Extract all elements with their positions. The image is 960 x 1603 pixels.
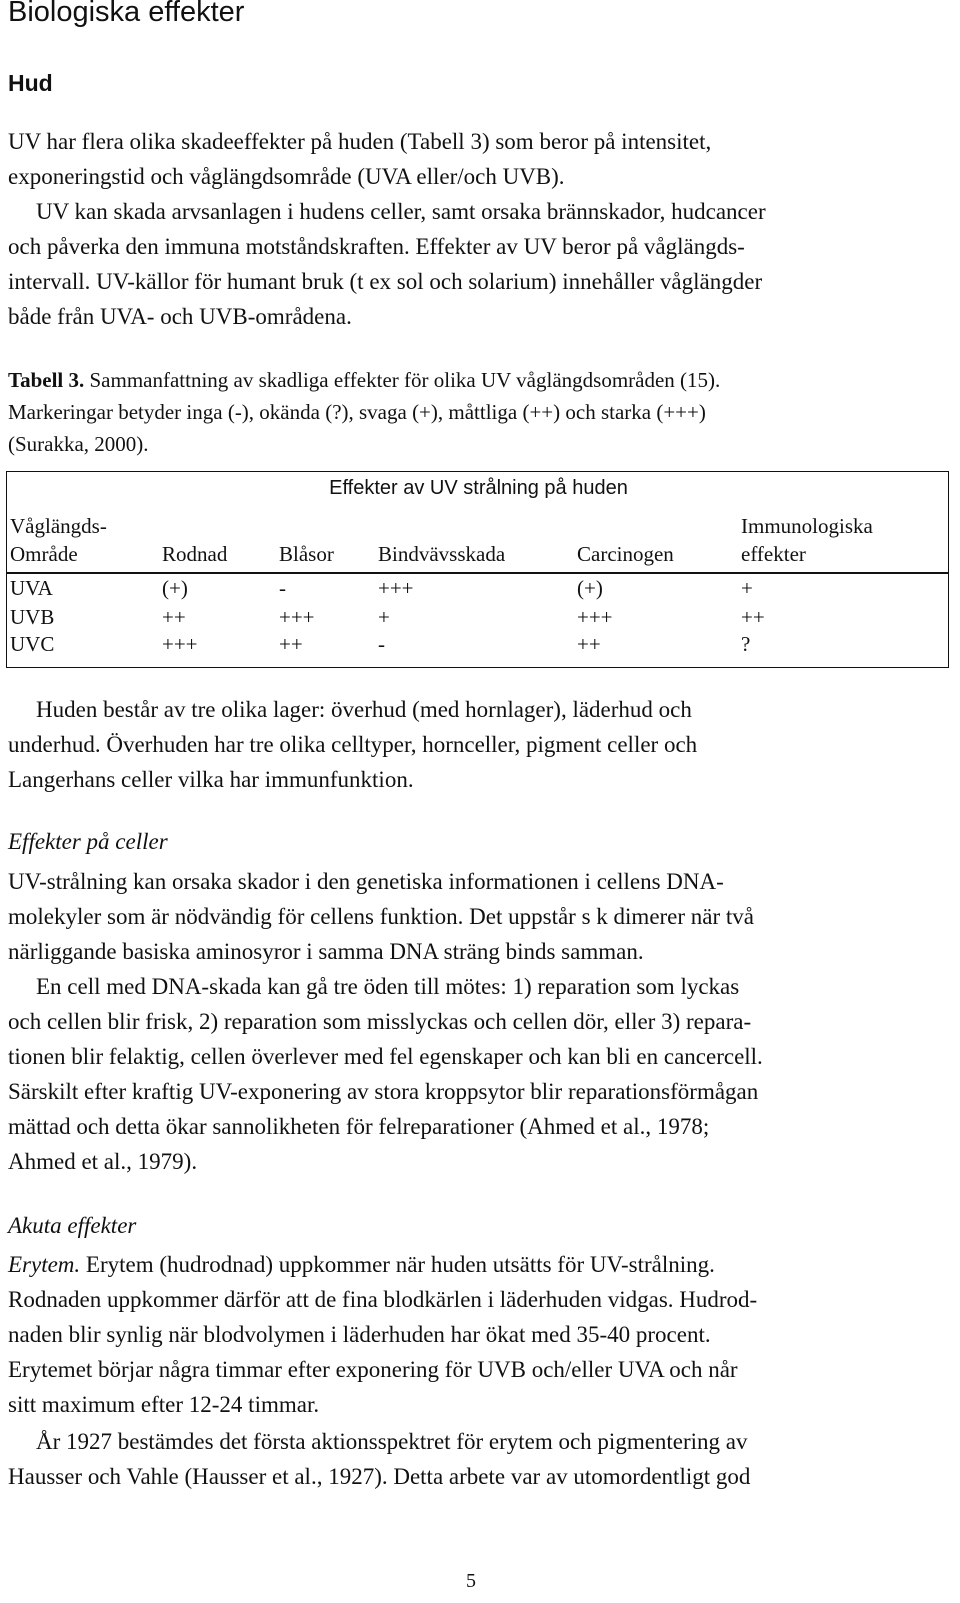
text-line: närliggande basiska aminosyror i samma DNA sträng binds samman. — [8, 939, 644, 964]
acute-paragraph-1 — [8, 1247, 948, 1422]
text-line — [8, 1247, 948, 1282]
row-uva-blasor: - — [279, 576, 286, 600]
text-line: Rodnaden uppkommer därför att de fina blodkärlen i läderhuden vidgas. Hudrod- — [8, 1287, 758, 1312]
table-caption — [8, 364, 948, 460]
row-uvc-immuno: ? — [741, 632, 751, 656]
text-line: både från UVA- och UVB-områdena. — [8, 304, 352, 329]
caption-line: Markeringar betyder inga (-), okända (?), svaga (+), måttliga (++) och starka (+++) — [8, 400, 706, 424]
text-line: intervall. UV-källor för humant bruk (t ex sol och solarium) innehåller våglängder — [8, 269, 763, 294]
table-divider — [7, 572, 948, 574]
caption-label: Tabell 3. — [8, 368, 85, 392]
row-uva-rodnad: (+) — [162, 576, 188, 600]
intro-paragraph — [8, 124, 948, 334]
row-uvb-band: UVB — [10, 605, 55, 629]
text-line: En cell med DNA-skada kan gå tre öden till mötes: 1) reparation som lyckas — [36, 974, 740, 999]
header-immuno-2: effekter — [741, 542, 806, 566]
header-carcinogen: Carcinogen — [577, 542, 674, 566]
skin-layers-paragraph — [8, 692, 948, 797]
text-line: Särskilt efter kraftig UV-exponering av stora kroppsytor blir reparationsförmågan — [8, 1079, 759, 1104]
caption-line — [8, 364, 948, 396]
text-line: naden blir synlig när blodvolymen i läderhuden har ökat med 35-40 procent. — [8, 1322, 711, 1347]
text-line: underhud. Överhuden har tre olika celltyper, hornceller, pigment celler och — [8, 732, 698, 757]
text-line: exponeringstid och våglängdsområde (UVA eller/och UVB). — [8, 164, 565, 189]
acute-paragraph-2 — [8, 1424, 948, 1494]
header-immuno-1: Immunologiska — [741, 514, 873, 538]
header-area: Område — [10, 542, 78, 566]
row-uva-immuno: + — [741, 576, 753, 600]
row-uvb-carcinogen: +++ — [577, 605, 613, 629]
row-uvc-band: UVC — [10, 632, 55, 656]
text-line: Langerhans celler vilka har immunfunktion. — [8, 767, 414, 792]
text-line: sitt maximum efter 12-24 timmar. — [8, 1392, 320, 1417]
row-uvc-bindvav: - — [378, 632, 385, 656]
header-rodnad: Rodnad — [162, 542, 228, 566]
text-line: Erytemet börjar några timmar efter exponering för UVB och/eller UVA och når — [8, 1357, 738, 1382]
caption-text: Sammanfattning av skadliga effekter för olika UV våglängdsområden (15). — [84, 368, 721, 392]
text-line: och cellen blir frisk, 2) reparation som misslyckas och cellen dör, eller 3) repara- — [8, 1009, 752, 1034]
row-uvb-bindvav: + — [378, 605, 390, 629]
text-line: mättad och detta ökar sannolikheten för felreparationer (Ahmed et al., 1978; — [8, 1114, 710, 1139]
text-line: År 1927 bestämdes det första aktionsspektret för erytem och pigmentering av — [36, 1429, 748, 1454]
cells-section-heading: Effekter på celler — [8, 829, 168, 854]
cells-paragraph-1 — [8, 864, 948, 969]
caption-line: (Surakka, 2000). — [8, 432, 149, 456]
row-uvb-rodnad: ++ — [162, 605, 186, 629]
row-uvc-rodnad: +++ — [162, 632, 198, 656]
text-line: UV-strålning kan orsaka skador i den genetiska informationen i cellens DNA- — [8, 869, 724, 894]
text-line: Hausser och Vahle (Hausser et al., 1927). Detta arbete var av utomordentligt god — [8, 1464, 751, 1489]
text-line: UV har flera olika skadeeffekter på huden (Tabell 3) som beror på intensitet, — [8, 129, 712, 154]
header-bindvav: Bindvävsskada — [378, 542, 506, 566]
row-uva-carcinogen: (+) — [577, 576, 603, 600]
page-number: 5 — [466, 1570, 476, 1592]
table-title: Effekter av UV strålning på huden — [329, 477, 628, 499]
acute-section-heading: Akuta effekter — [8, 1213, 137, 1238]
row-uvb-blasor: +++ — [279, 605, 315, 629]
text-line: UV kan skada arvsanlagen i hudens celler, samt orsaka brännskador, hudcancer — [36, 199, 766, 224]
uv-effects-table — [6, 471, 949, 668]
text-span: Erytem (hudrodnad) uppkommer när huden utsätts för UV-strålning. — [80, 1252, 715, 1277]
text-line: och påverka den immuna motståndskraften. Effekter av UV beror på våglängds- — [8, 234, 745, 259]
text-line: molekyler som är nödvändig för cellens funktion. Det uppstår s k dimerer när två — [8, 904, 755, 929]
text-line: tionen blir felaktig, cellen överlever med fel egenskaper och kan bli en cancercell. — [8, 1044, 763, 1069]
page-heading: Biologiska effekter — [8, 0, 245, 28]
term-erytem: Erytem. — [8, 1252, 81, 1277]
row-uvc-blasor: ++ — [279, 632, 303, 656]
cells-paragraph-2 — [8, 969, 948, 1179]
row-uva-bindvav: +++ — [378, 576, 414, 600]
row-uvb-immuno: ++ — [741, 605, 765, 629]
section-heading-hud: Hud — [8, 70, 53, 96]
text-line: Huden består av tre olika lager: överhud (med hornlager), läderhud och — [36, 697, 692, 722]
row-uvc-carcinogen: ++ — [577, 632, 601, 656]
row-uva-band: UVA — [10, 576, 53, 600]
text-line: Ahmed et al., 1979). — [8, 1149, 198, 1174]
header-wavelength: Våglängds- — [10, 514, 107, 538]
header-blasor: Blåsor — [279, 542, 334, 566]
